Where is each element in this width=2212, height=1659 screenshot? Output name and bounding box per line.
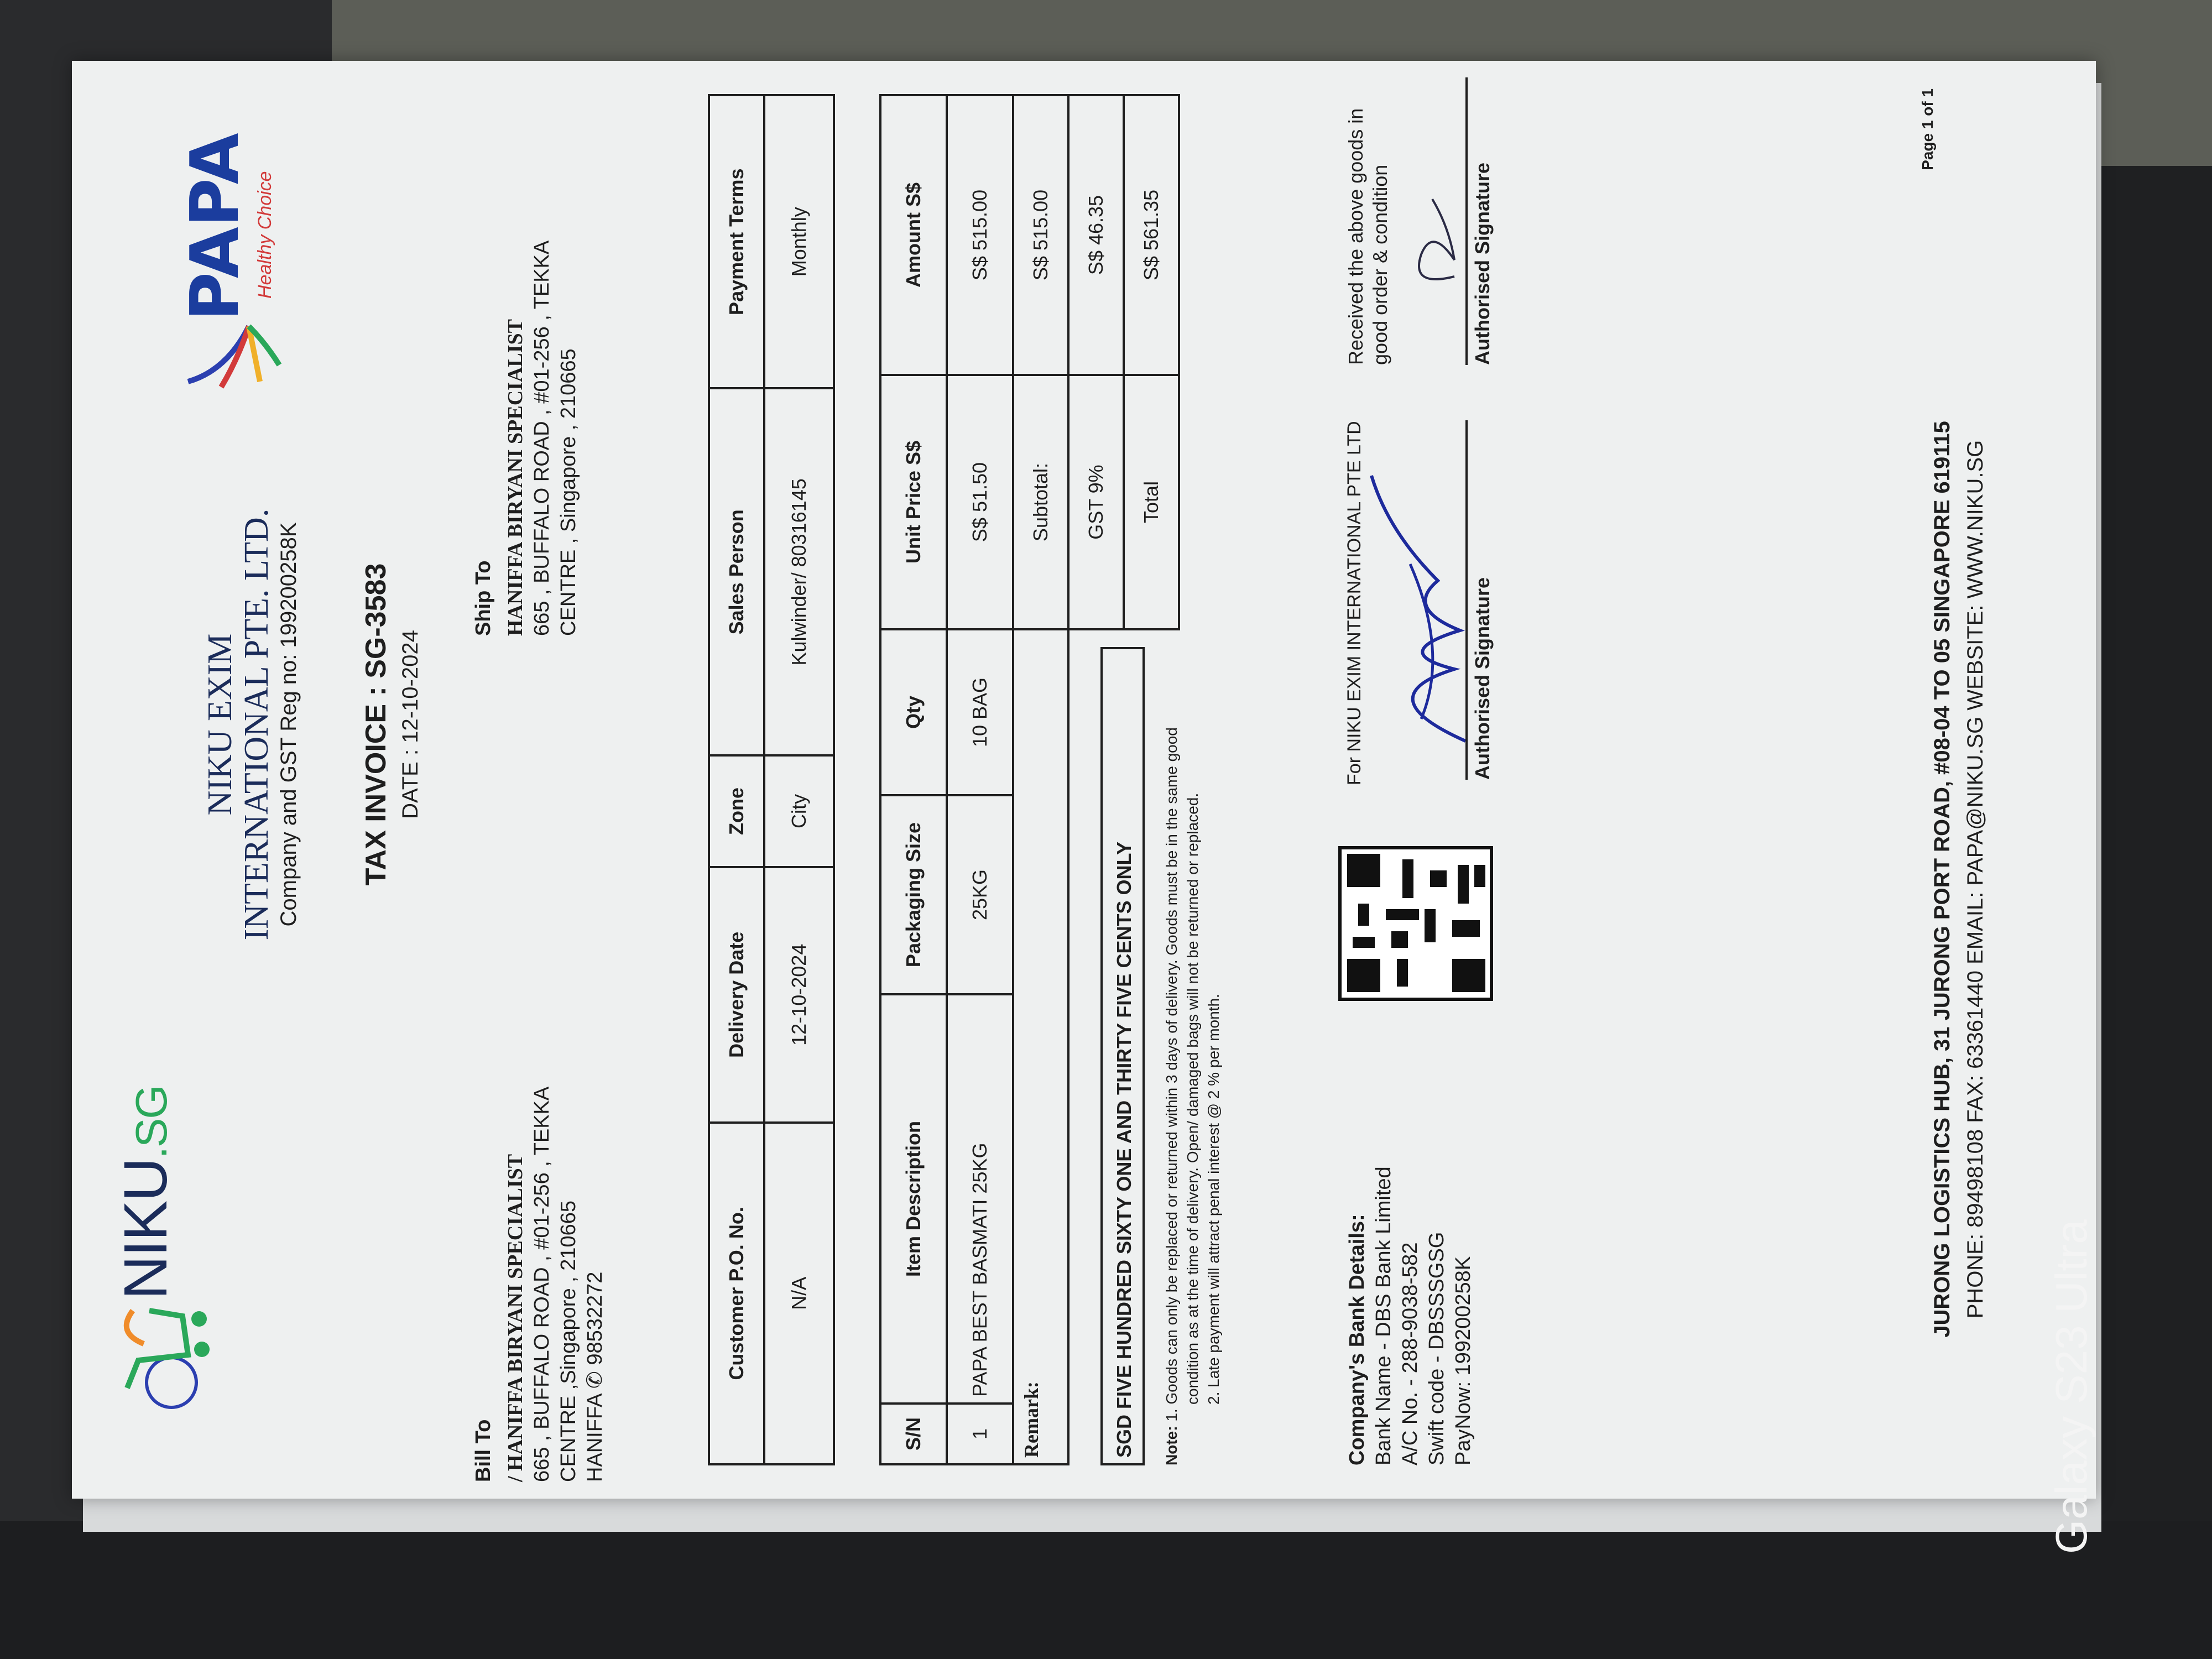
niku-logo <box>105 1034 227 1421</box>
notes-block <box>1161 581 1224 1465</box>
total-label: Total <box>1124 375 1179 629</box>
col-packaging-size: Packaging Size <box>880 795 947 994</box>
bill-to-address1: 665 , BUFFALO ROAD , #01-256 , TEKKA <box>530 1086 554 1482</box>
note-line1: 1. Goods can only be replaced or returned within 3 days of delivery. Goods must be in the same good <box>1163 727 1180 1422</box>
amount-in-words: SGD FIVE HUNDRED SIXTY ONE AND THIRTY FIVE CENTS ONLY <box>1100 647 1145 1465</box>
bill-to-address2: CENTRE ,Singapore , 210665 <box>557 1200 580 1482</box>
authorised-signature-label: Authorised Signature <box>1471 577 1494 780</box>
col-sn: S/N <box>880 1404 947 1464</box>
col-unit-price: Unit Price S$ <box>880 375 947 629</box>
col-customer-po: Customer P.O. No. <box>709 1123 764 1464</box>
signature-line-customer <box>1465 77 1468 365</box>
papa-logo <box>155 133 299 393</box>
cell-packaging-size: 25KG <box>947 795 1013 994</box>
invoice-date: DATE : 12-10-2024 <box>398 630 422 819</box>
footer-contact: PHONE: 89498108 FAX: 63361440 EMAIL: PAPA@NIKU.SG WEBSITE: WWW.NIKU.SG <box>1963 440 1987 1319</box>
bill-to-block <box>470 984 608 1482</box>
subtotal-value: S$ 515.00 <box>1013 95 1068 375</box>
background-dark-right <box>2090 166 2212 1659</box>
company-name-line2: INTERNATIONAL PTE. LTD. <box>238 508 275 941</box>
ship-to-block <box>470 83 582 636</box>
signature-line-company <box>1465 420 1468 780</box>
bank-swift: Swift code - DBSSSGSG <box>1425 1232 1448 1465</box>
notes-label: Note: <box>1163 1426 1180 1465</box>
gst-label: GST 9% <box>1068 375 1124 629</box>
note-line2: condition as at the time of delivery. Open/ damaged bags will not be returned or replaced. <box>1184 792 1201 1405</box>
bill-to-heading: Bill To <box>472 1419 495 1482</box>
ship-to-address1: 665 , BUFFALO ROAD , #01-256 , TEKKA <box>530 240 554 636</box>
papa-leaves-icon <box>171 315 282 393</box>
cell-zone: City <box>764 755 834 867</box>
cell-sn: 1 <box>947 1404 1013 1464</box>
bank-heading: Company's Bank Details: <box>1345 1214 1369 1465</box>
cell-unit-price: S$ 51.50 <box>947 375 1013 629</box>
items-header-row <box>880 95 947 1464</box>
ship-to-address2: CENTRE , Singapore , 210665 <box>557 348 580 636</box>
cell-amount: S$ 515.00 <box>947 95 1013 375</box>
footer-address: JURONG LOGISTICS HUB, 31 JURONG PORT ROAD, #08-04 TO 05 SINGAPORE 619115 <box>1930 421 1954 1338</box>
niku-logo-text: NIKU.SG <box>112 1086 180 1300</box>
cell-sales-person: Kulwinder/ 80316145 <box>764 388 834 755</box>
papa-tagline: Healthy Choice <box>254 171 275 299</box>
order-info-value-row <box>764 95 834 1464</box>
table-row <box>947 95 1013 1464</box>
ship-to-heading: Ship To <box>472 560 495 636</box>
cell-customer-po: N/A <box>764 1123 834 1464</box>
invoice-content <box>72 61 2096 1499</box>
col-sales-person: Sales Person <box>709 388 764 755</box>
camera-watermark: Galaxy S23 Ultra <box>2047 1219 2096 1554</box>
cell-item-description: PAPA BEST BASMATI 25KG <box>947 994 1013 1404</box>
col-item-description: Item Description <box>880 994 947 1404</box>
col-qty: Qty <box>880 629 947 795</box>
subtotal-row <box>1013 95 1068 1464</box>
ship-to-name: HANIFFA BIRYANI SPECIALIST <box>504 319 527 636</box>
paynow-qr-code <box>1338 846 1493 1001</box>
total-value: S$ 561.35 <box>1124 95 1179 375</box>
col-zone: Zone <box>709 755 764 867</box>
company-signature <box>1355 453 1482 763</box>
bank-details <box>1344 1023 1477 1465</box>
col-delivery-date: Delivery Date <box>709 867 764 1123</box>
background-dark-bottom <box>0 1521 2212 1659</box>
col-payment-terms: Payment Terms <box>709 95 764 388</box>
company-name-line1: NIKU EXIM <box>201 633 239 816</box>
bill-to-phone: HANIFFA ✆ 98532272 <box>583 1271 607 1482</box>
page-number: Page 1 of 1 <box>1919 88 1936 170</box>
cell-qty: 10 BAG <box>947 629 1013 795</box>
company-reg-no: Company and GST Reg no: 199200258K <box>276 522 301 927</box>
bank-paynow: PayNow: 199200258K <box>1452 1256 1475 1465</box>
for-company-label: For NIKU EXIM INTERNATIONAL PTE LTD <box>1344 421 1365 785</box>
remark-label: Remark: <box>1013 629 1068 1464</box>
bank-account: A/C No. - 288-9038-582 <box>1399 1242 1422 1465</box>
cell-delivery-date: 12-10-2024 <box>764 867 834 1123</box>
invoice-title: TAX INVOICE : SG-3583 <box>360 563 392 886</box>
subtotal-label: Subtotal: <box>1013 375 1068 629</box>
cart-logo-icon <box>105 1300 227 1421</box>
bill-to-name: / HANIFFA BIRYANI SPECIALIST <box>504 1154 527 1482</box>
received-goods-label: Received the above goods in good order & condition <box>1344 108 1391 365</box>
cell-payment-terms: Monthly <box>764 95 834 388</box>
col-amount: Amount S$ <box>880 95 947 375</box>
customer-signature <box>1399 182 1465 293</box>
note-line3: 2. Late payment will attract penal interest @ 2 % per month. <box>1205 994 1222 1405</box>
order-info-table <box>708 94 835 1465</box>
papa-logo-text: PAPA <box>177 133 254 321</box>
order-info-header-row <box>709 95 764 1464</box>
company-name <box>202 448 275 1001</box>
gst-value: S$ 46.35 <box>1068 95 1124 375</box>
bank-name: Bank Name - DBS Bank Limited <box>1372 1166 1395 1465</box>
authorised-signature-label-2: Authorised Signature <box>1471 162 1494 365</box>
